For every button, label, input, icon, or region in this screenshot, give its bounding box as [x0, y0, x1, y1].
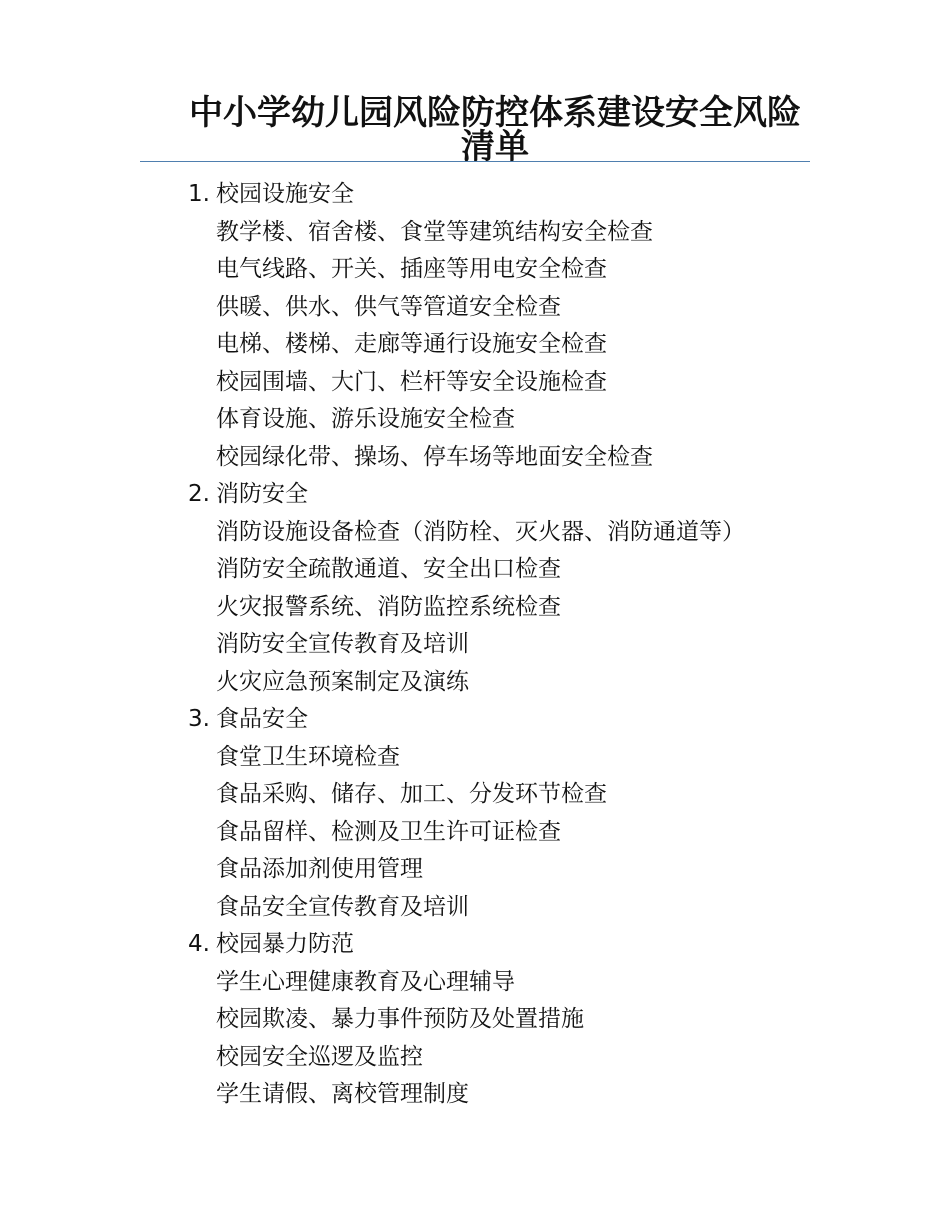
list-item: 食堂卫生环境检查 [216, 743, 400, 770]
list-item: 学生心理健康教育及心理辅导 [216, 968, 515, 995]
section-title: 校园暴力防范 [215, 931, 354, 957]
list-item: 火灾报警系统、消防监控系统检查 [216, 593, 561, 620]
title-underline [140, 161, 810, 162]
document-body [188, 176, 888, 1114]
section-heading [188, 701, 888, 739]
list-item: 消防设施设备检查（消防栓、灭火器、消防通道等） [216, 518, 745, 545]
list-item: 体育设施、游乐设施安全检查 [216, 406, 515, 432]
section-item-list [188, 964, 888, 1114]
list-item: 校园围墙、大门、栏杆等安全设施检查 [216, 368, 607, 395]
list-item: 供暖、供水、供气等管道安全检查 [216, 293, 561, 320]
section-food-safety [188, 701, 888, 926]
list-item: 校园欺凌、暴力事件预防及处置措施 [216, 1006, 584, 1032]
list-item: 学生请假、离校管理制度 [216, 1081, 469, 1107]
section-heading [188, 176, 888, 214]
section-number: 1. [188, 181, 210, 207]
list-item: 火灾应急预案制定及演练 [216, 668, 469, 695]
section-fire-safety [188, 476, 888, 701]
list-item: 教学楼、宿舍楼、食堂等建筑结构安全检查 [216, 218, 653, 245]
list-item: 电梯、楼梯、走廊等通行设施安全检查 [216, 331, 607, 357]
section-number: 4. [188, 931, 210, 957]
section-item-list [188, 514, 888, 702]
section-number: 2. [188, 481, 210, 507]
list-item: 食品安全宣传教育及培训 [216, 893, 469, 920]
section-title: 校园设施安全 [215, 181, 354, 207]
title-block [140, 93, 810, 167]
section-title: 食品安全 [215, 706, 308, 732]
list-item: 电气线路、开关、插座等用电安全检查 [216, 256, 607, 282]
section-heading [188, 926, 888, 964]
section-item-list [188, 214, 888, 477]
section-number: 3. [188, 706, 210, 732]
list-item: 消防安全宣传教育及培训 [216, 631, 469, 657]
list-item: 食品留样、检测及卫生许可证检查 [216, 818, 561, 845]
document-title: 中小学幼儿园风险防控体系建设安全风险清单 [189, 93, 801, 167]
list-item: 消防安全疏散通道、安全出口检查 [216, 556, 561, 582]
list-item: 校园绿化带、操场、停车场等地面安全检查 [216, 443, 653, 470]
section-facility-safety [188, 176, 888, 476]
list-item: 食品添加剂使用管理 [216, 856, 423, 882]
section-title: 消防安全 [215, 481, 308, 507]
list-item: 校园安全巡逻及监控 [216, 1043, 423, 1070]
section-violence-prevention [188, 926, 888, 1114]
list-item: 食品采购、储存、加工、分发环节检查 [216, 781, 607, 807]
section-heading [188, 476, 888, 514]
section-item-list [188, 739, 888, 927]
